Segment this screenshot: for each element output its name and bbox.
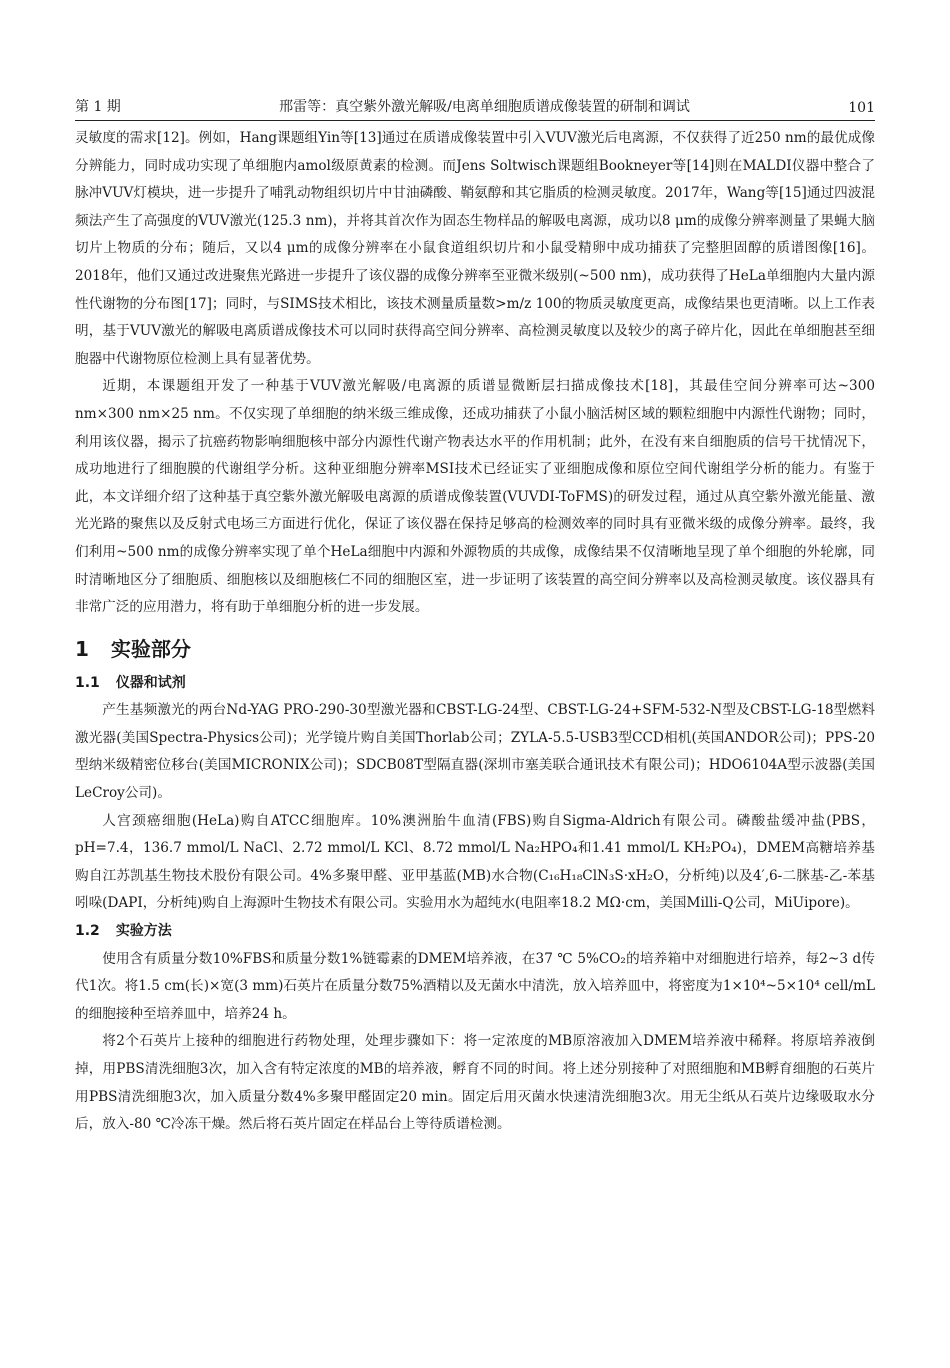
subsection-title: 实验方法 <box>115 923 172 940</box>
issue-label: 第 1 期 <box>75 99 121 115</box>
running-title: 邢雷等：真空紫外激光解吸/电离单细胞质谱成像装置的研制和调试 <box>279 99 690 115</box>
article-body <box>75 125 875 1139</box>
running-header <box>75 90 875 121</box>
paragraph-drug-treatment: 将2个石英片上接种的细胞进行药物处理，处理步骤如下：将一定浓度的MB原溶液加入DMEM培养液中稀释。将原培养液倒掉，用PBS清洗细胞3次，加入含有特定浓度的MB的培养液，孵育不同的时间。将上述分别接种了对照细胞和MB孵育细胞的石英片用PBS清洗细胞3次，加入质量分数4%多聚甲醛固定20 min。固定后用灭菌水快速清洗细胞3次。用无尘纸从石英片边缘吸取水分后，放入-80 ℃冷冻干燥。然后将石英片固定在样品台上等待质谱检测。 <box>75 1033 875 1133</box>
subsection-heading-methods <box>75 918 875 946</box>
page-number: 101 <box>848 100 875 116</box>
section-heading-experimental <box>75 632 875 666</box>
section-title: 实验部分 <box>110 636 191 661</box>
paragraph-instruments: 产生基频激光的两台Nd-YAG PRO-290-30型激光器和CBST-LG-24型、CBST-LG-24+SFM-532-N型及CBST-LG-18型燃料激光器(美国Spectra-Physics公司)；光学镜片购自美国Thorlab公司；ZYLA-5.5-USB3型CCD相机(英国ANDOR公司)；PPS-20型纳米级精密位移台(美国MICRONIX公司)；SDCB08T型隔直器(深圳市塞美联合通讯技术有限公司)；HDO6104A型示波器(美国LeCroy公司)。 <box>75 702 875 802</box>
subsection-heading-instruments <box>75 670 875 698</box>
subsection-number: 1.2 <box>75 923 100 940</box>
paragraph-reagents: 人宫颈癌细胞(HeLa)购自ATCC细胞库。10%澳洲胎牛血清(FBS)购自Sigma-Aldrich有限公司。磷酸盐缓冲盐(PBS，pH=7.4，136.7 mmol/L NaCl、2.72 mmol/L KCl、8.72 mmol/L Na₂HPO₄和1.41 mmol/L KH₂PO₄)，DMEM高糖培养基购自江苏凯基生物技术股份有限公司。4%多聚甲醛、亚甲基蓝(MB)水合物(C₁₆H₁₈ClN₃S·xH₂O，分析纯)以及4′,6-二脒基-乙-苯基吲哚(DAPI，分析纯)购自上海源叶生物技术有限公司。实验用水为超纯水(电阻率18.2 MΩ·cm，美国Milli-Q公司，MiUipore)。 <box>75 812 875 912</box>
section-number: 1 <box>75 636 89 661</box>
paragraph-recent-work: 近期，本课题组开发了一种基于VUV激光解吸/电离源的质谱显微断层扫描成像技术[18]，其最佳空间分辨率可达~300 nm×300 nm×25 nm。不仅实现了单细胞的纳米级三维成像，还成功捕获了小鼠小脑活树区域的颗粒细胞中内源性代谢物；同时，利用该仪器，揭示了抗癌药物影响细胞核中部分内源性代谢产物表达水平的作用机制；此外，在没有来自细胞质的信号干扰情况下，成功地进行了细胞膜的代谢组学分析。这种亚细胞分辨率MSI技术已经证实了亚细胞成像和原位空间代谢组学分析的能力。有鉴于此，本文详细介绍了这种基于真空紫外激光解吸电离源的质谱成像装置(VUVDI-ToFMS)的研发过程，通过从真空紫外激光能量、激光光路的聚焦以及反射式电场三方面进行优化，保证了该仪器在保持足够高的检测效率的同时具有亚微米级的成像分辨率。最终，我们利用~500 nm的成像分辨率实现了单个HeLa细胞中内源和外源物质的共成像，成像结果不仅清晰地呈现了单个细胞的外轮廓，同时清晰地区分了细胞质、细胞核以及细胞核仁不同的细胞区室，进一步证明了该装置的高空间分辨率以及高检测灵敏度。该仪器具有非常广泛的应用潜力，将有助于单细胞分析的进一步发展。 <box>75 378 875 616</box>
subsection-title: 仪器和试剂 <box>115 674 186 691</box>
paragraph-intro-continued: 灵敏度的需求[12]。例如，Hang课题组Yin等[13]通过在质谱成像装置中引入VUV激光后电离源，不仅获得了近250 nm的最优成像分辨能力，同时成功实现了单细胞内amol级原黄素的检测。而Jens Soltwisch课题组Bookneyer等[14]则在MALDI仪器中整合了脉冲VUV灯模块，进一步提升了哺乳动物组织切片中甘油磷酸、鞘氨醇和其它脂质的检测灵敏度。2017年，Wang等[15]通过四波混频法产生了高强度的VUV激光(125.3 nm)，并将其首次作为固态生物样品的解吸电离源，成功以8 μm的成像分辨率测量了果蝇大脑切片上物质的分布；随后，又以4 μm的成像分辨率在小鼠食道组织切片和小鼠受精卵中成功捕获了完整胆固醇的质谱图像[16]。2018年，他们又通过改进聚焦光路进一步提升了该仪器的成像分辨率至亚微米级别(~500 nm)，成功获得了HeLa单细胞内大量内源性代谢物的分布图[17]；同时，与SIMS技术相比，该技术测量质量数>m/z 100的物质灵敏度更高，成像结果也更清晰。以上工作表明，基于VUV激光的解吸电离质谱成像技术可以同时获得高空间分辨率、高检测灵敏度以及较少的离子碎片化，因此在单细胞甚至细胞器中代谢物原位检测上具有显著优势。 <box>75 130 875 367</box>
paragraph-cell-culture: 使用含有质量分数10%FBS和质量分数1%链霉素的DMEM培养液，在37 ℃ 5%CO₂的培养箱中对细胞进行培养，每2~3 d传代1次。将1.5 cm(长)×宽(3 mm)石英片在质量分数75%酒精以及无菌水中清洗，放入培养皿中，将密度为1×10⁴~5×10⁴ cell/mL的细胞接种至培养皿中，培养24 h。 <box>75 950 875 1022</box>
subsection-number: 1.1 <box>75 674 100 691</box>
